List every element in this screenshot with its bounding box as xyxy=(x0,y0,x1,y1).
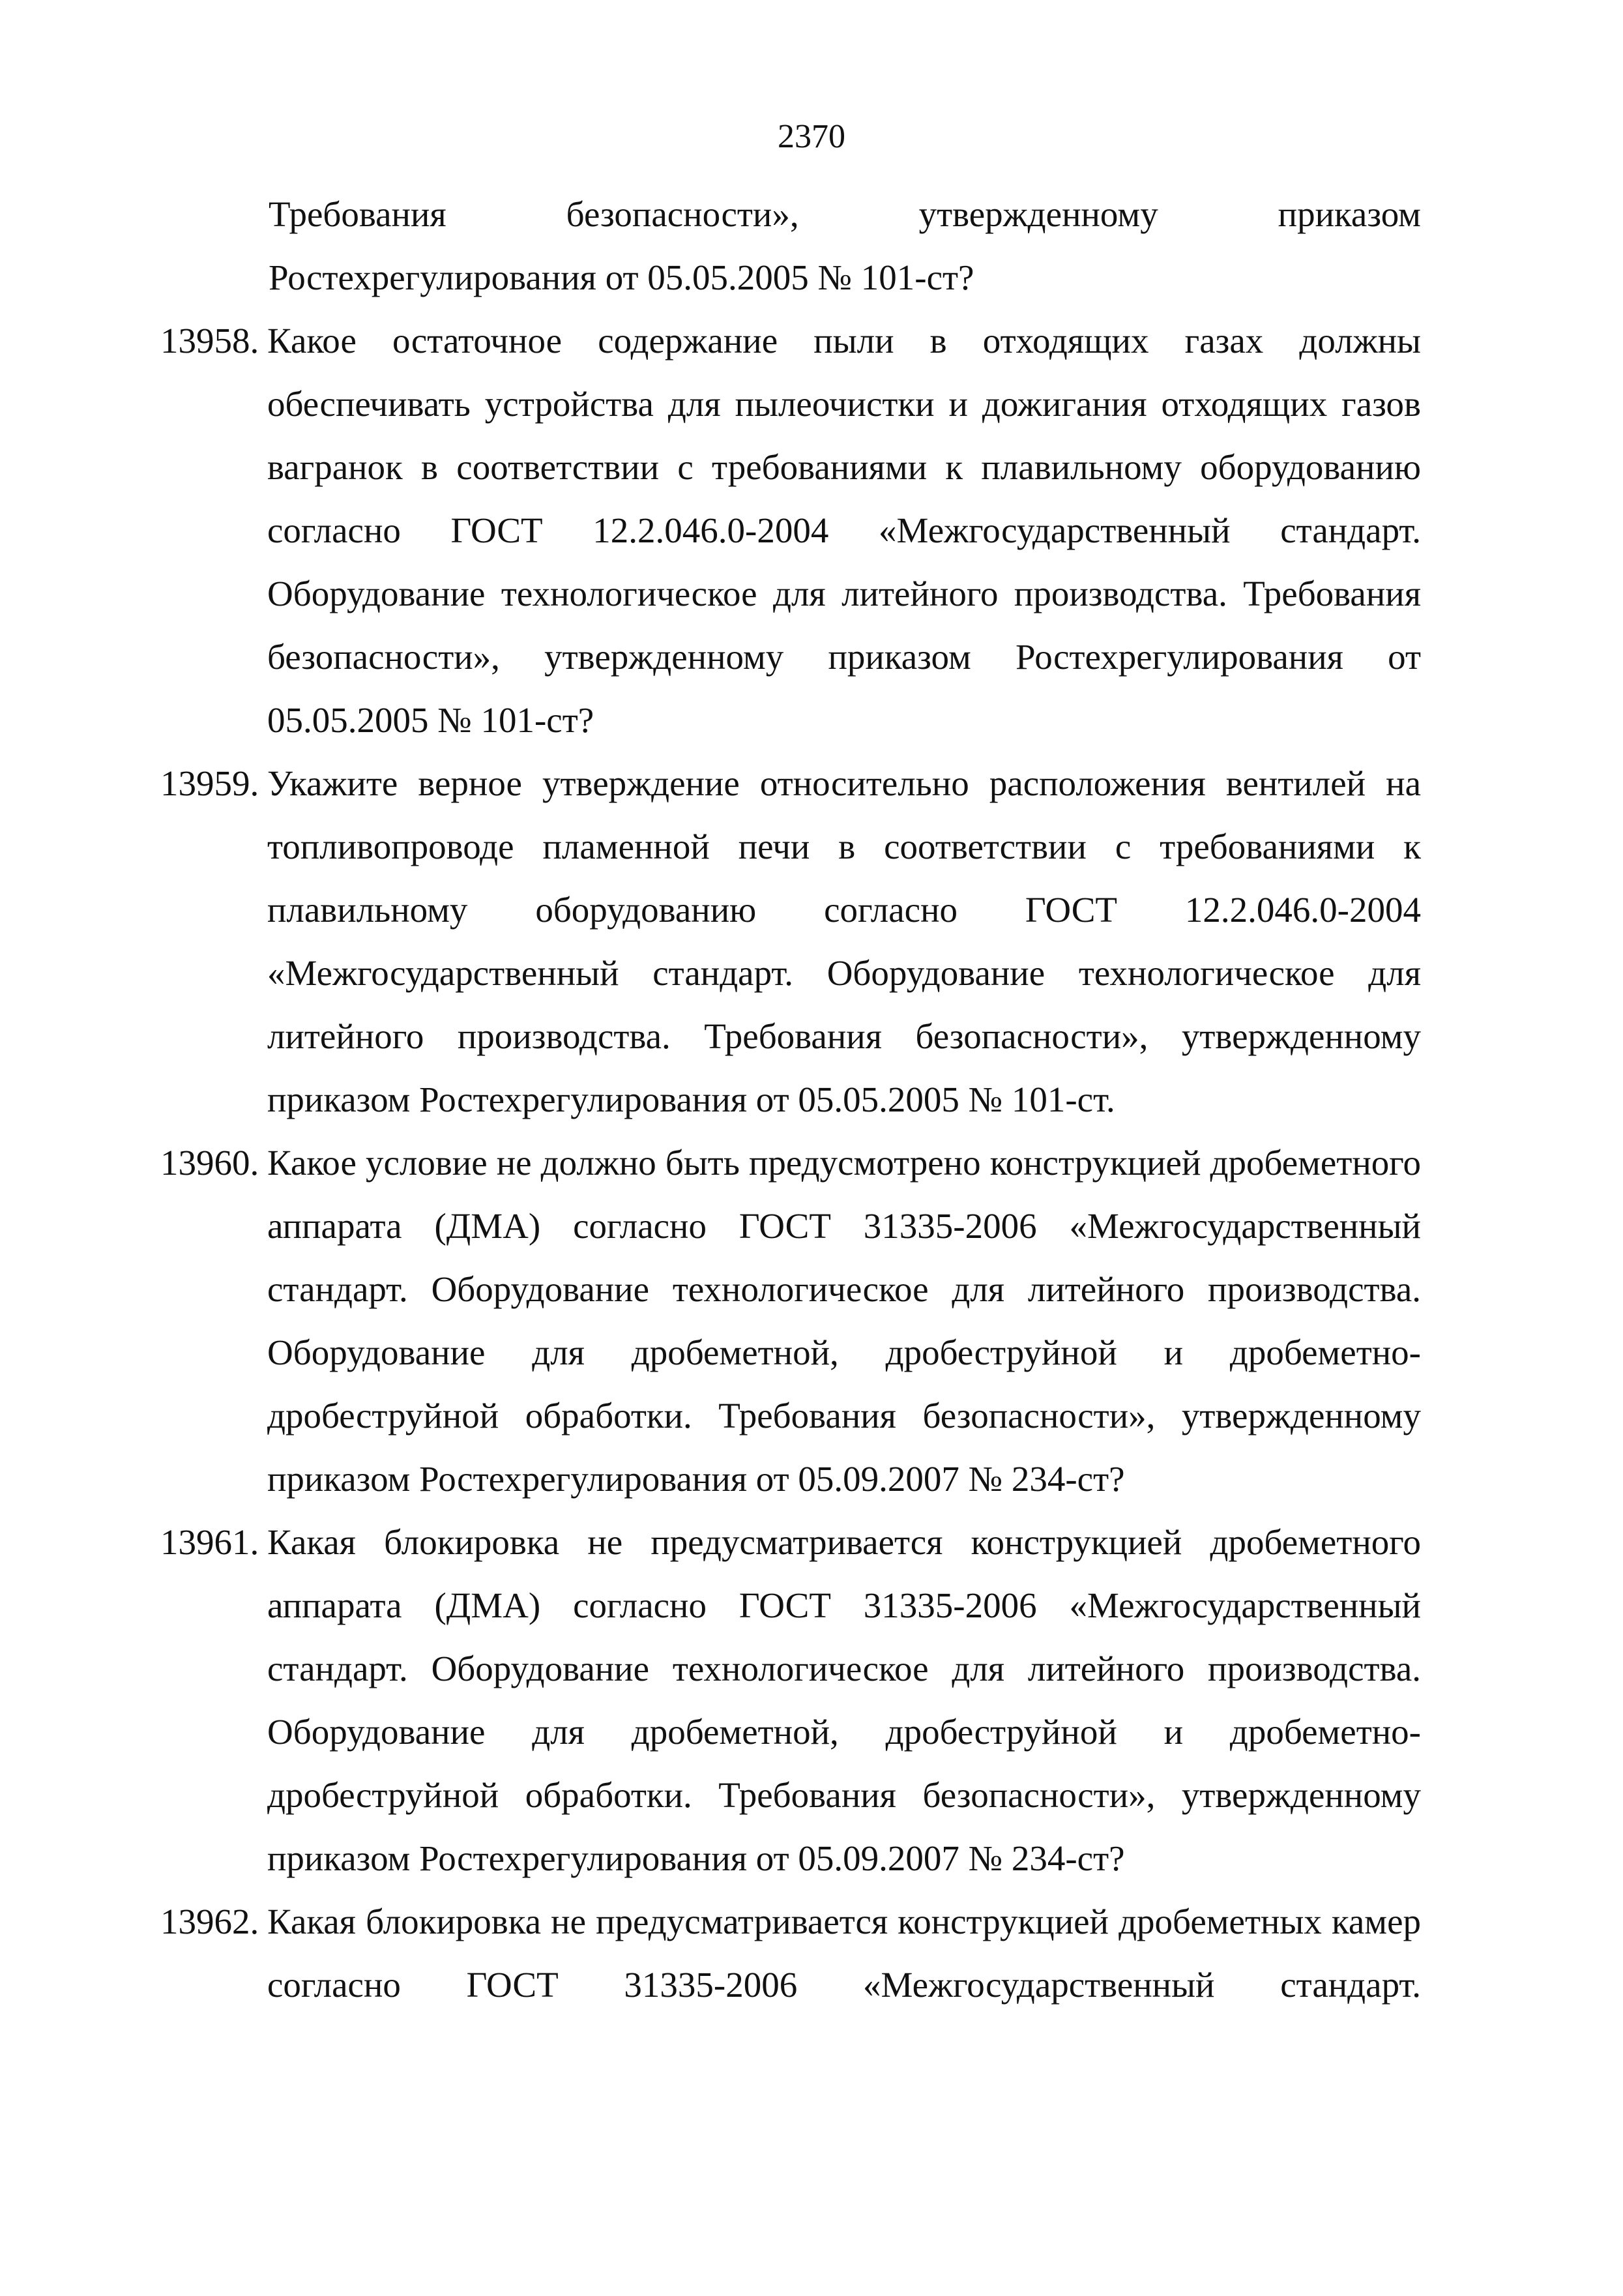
question-text: Какое остаточное содержание пыли в отходящих газах должны обеспечивать устройства для пылеочистки и дожигания отходящих газов вагранок в соответствии с требованиями к плавильному оборудованию согласно ГОСТ 12.2.046.0-2004 «Межгосударственный стандарт. Оборудование технологическое для литейного производства. Требования безопасности», утвержденному приказом Ростехрегулирования от 05.05.2005 № 101-ст? xyxy=(267,321,1421,740)
question-number xyxy=(160,752,267,815)
question-text: Укажите верное утверждение относительно расположения вентилей на топливопроводе пламенной печи в соответствии с требованиями к плавильному оборудованию согласно ГОСТ 12.2.046.0-2004 «Межгосударственный стандарт. Оборудование технологическое для литейного производства. Требования безопасности», утвержденному приказом Ростехрегулирования от 05.05.2005 № 101-ст. xyxy=(267,763,1421,1119)
page-content xyxy=(160,183,1421,2016)
question-number-label: 13961. xyxy=(160,1522,259,1562)
question-text: Какое условие не должно быть предусмотрено конструкцией дробеметного аппарата (ДМА) согласно ГОСТ 31335-2006 «Межгосударственный стандарт. Оборудование технологическое для литейного производства. Оборудование для дробеметной, дробеструйной и дробеметно-дробеструйной обработки. Требования безопасности», утвержденному приказом Ростехрегулирования от 05.09.2007 № 234-ст? xyxy=(267,1143,1421,1499)
question-text: Какая блокировка не предусматривается конструкцией дробеметных камер согласно ГОСТ 31335-2006 «Межгосударственный стандарт. xyxy=(267,1902,1421,2005)
question-item xyxy=(160,309,1421,752)
continuation-paragraph: Требования безопасности», утвержденному приказом Ростехрегулирования от 05.05.2005 № 101-ст? xyxy=(269,194,1421,297)
question-number xyxy=(160,1890,267,1953)
question-number xyxy=(160,1510,267,1574)
question-text: Какая блокировка не предусматривается конструкцией дробеметного аппарата (ДМА) согласно ГОСТ 31335-2006 «Межгосударственный стандарт. Оборудование технологическое для литейного производства. Оборудование для дробеметной, дробеструйной и дробеметно-дробеструйной обработки. Требования безопасности», утвержденному приказом Ростехрегулирования от 05.09.2007 № 234-ст? xyxy=(267,1522,1421,1878)
question-number-label: 13960. xyxy=(160,1143,259,1183)
question-number xyxy=(160,309,267,372)
question-number-label: 13959. xyxy=(160,763,259,803)
question-item xyxy=(160,752,1421,1131)
question-item xyxy=(160,1131,1421,1510)
question-number-label: 13958. xyxy=(160,321,259,361)
page-number: 2370 xyxy=(778,118,845,155)
question-item xyxy=(160,1890,1421,2016)
question-number xyxy=(160,1131,267,1194)
question-item xyxy=(160,1510,1421,1890)
question-number-label: 13962. xyxy=(160,1902,259,1941)
